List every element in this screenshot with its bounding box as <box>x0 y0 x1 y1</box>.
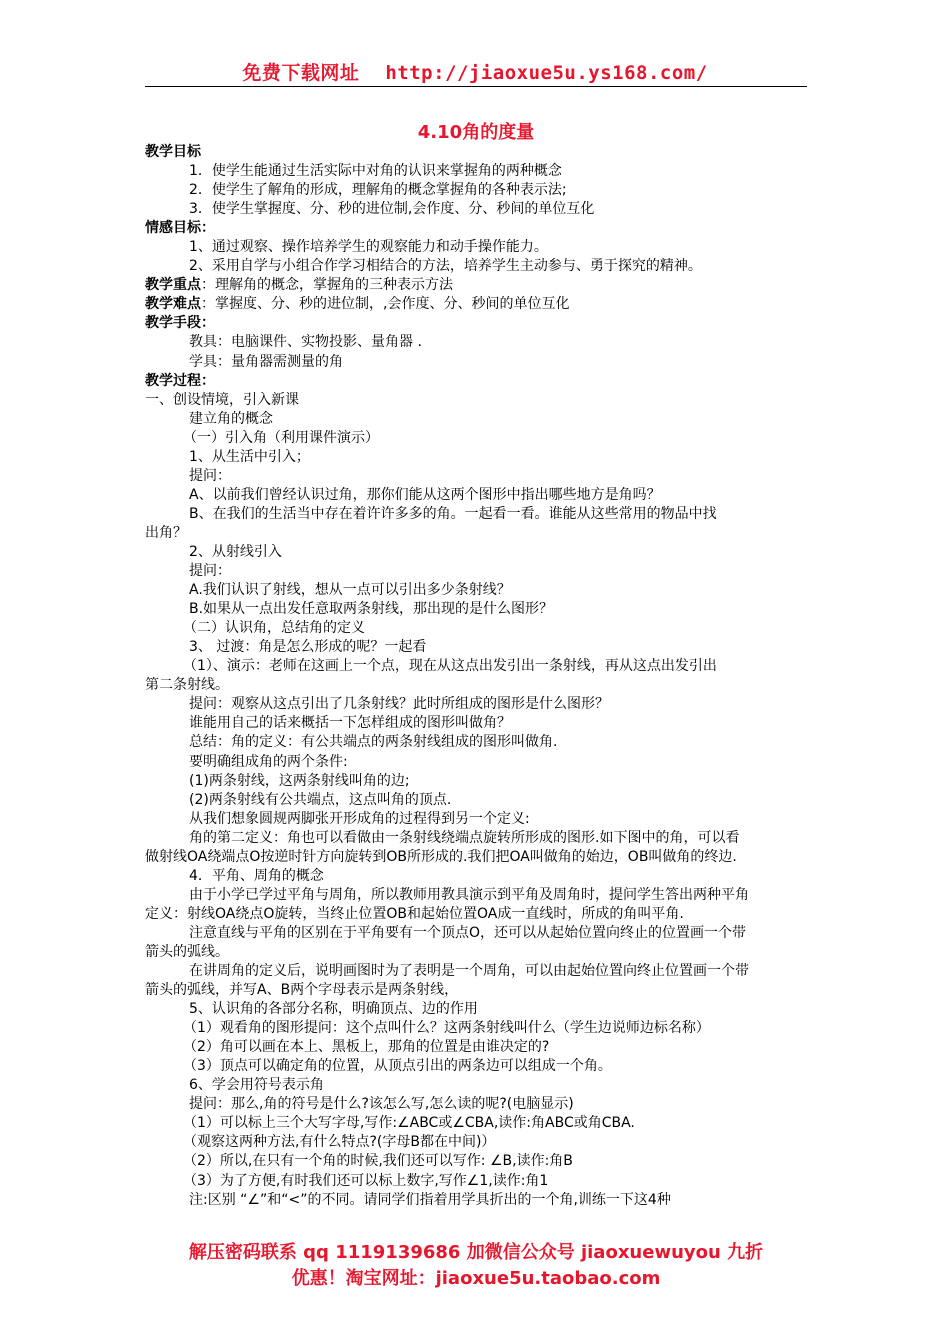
paragraph-line: 谁能用自己的话来概括一下怎样组成的图形叫做角？ <box>189 715 511 732</box>
paragraph-line: 箭头的弧线。 <box>145 943 229 960</box>
paragraph-line: （1）可以标上三个大写字母,写作:∠ABC或∠CBA,读作:角ABC或角CBA. <box>183 1115 635 1132</box>
footer-contact-line: 解压密码联系 qq 1119139686 加微信公众号 jiaoxuewuyou 九折 <box>188 1242 764 1263</box>
inline-text: ：掌握度、分、秒的进位制，,会作度、分、秒间的单位互化 <box>201 296 570 313</box>
paragraph-line: 总结：角的定义：有公共端点的两条射线组成的图形叫做角. <box>189 734 558 751</box>
paragraph-line: 6、学会用符号表示角 <box>189 1077 324 1094</box>
paragraph-line: 箭头的弧线，并写A、B两个字母表示是两条射线， <box>145 982 459 999</box>
paragraph-line: （3）为了方便,有时我们还可以标上数字,写作∠1,读作:角1 <box>183 1172 549 1189</box>
paragraph-line: （1）、演示：老师在这画上一个点，现在从这点出发引出一条射线，再从这点出发引出 <box>183 658 717 675</box>
paragraph-line: 学具：量角器需测量的角 <box>189 353 343 370</box>
paragraph-line: 2、采用自学与小组合作学习相结合的方法，培养学生主动参与、勇于探究的精神。 <box>189 258 702 275</box>
paragraph-line: （2）角可以画在本上、黑板上，那角的位置是由谁决定的? <box>183 1039 550 1056</box>
paragraph-line: 2．使学生了解角的形成，理解角的概念掌握角的各种表示法; <box>189 182 567 199</box>
paragraph-line: （一）引入角（利用课件演示） <box>183 429 379 446</box>
paragraph-line: （观察这两种方法,有什么特点?(字母B都在中间)） <box>183 1134 496 1151</box>
paragraph-line: 1、通过观察、操作培养学生的观察能力和动手操作能力。 <box>189 239 548 256</box>
inline-text: ：理解角的概念，掌握角的三种表示方法 <box>201 277 453 294</box>
paragraph-line: 2、从射线引入 <box>189 543 282 560</box>
paragraph-line: 提问：观察从这点引出了几条射线？此时所组成的图形是什么图形？ <box>189 696 609 713</box>
footer-banner <box>145 1240 807 1292</box>
paragraph-line: （3）顶点可以确定角的位置，从顶点引出的两条边可以组成一个角。 <box>183 1058 612 1075</box>
paragraph-line: A、以前我们曾经认识过角，那你们能从这两个图形中指出哪些地方是角吗？ <box>189 486 661 503</box>
paragraph-line: 要明确组成角的两个条件: <box>189 753 348 770</box>
paragraph-line: 3、 过渡：角是怎么形成的呢？一起看 <box>189 639 427 656</box>
paragraph-line: 3．使学生掌握度、分、秒的进位制,会作度、分、秒间的单位互化 <box>189 201 595 218</box>
header-banner <box>145 58 805 85</box>
inline-heading: 教学重点 <box>145 277 201 294</box>
document-title: 4.10角的度量 <box>417 122 535 143</box>
footer-shop-line: 优惠！淘宝网址：jiaoxue5u.taobao.com <box>291 1268 661 1289</box>
paragraph-line: 5、认识角的各部分名称，明确顶点、边的作用 <box>189 1001 478 1018</box>
section-heading: 情感目标： <box>145 220 215 237</box>
paragraph-line: 1、从生活中引入； <box>189 448 310 465</box>
document-body <box>145 143 825 1210</box>
header-url-link[interactable]: http://jiaoxue5u.ys168.com/ <box>385 62 708 84</box>
paragraph-line: 角的第二定义：角也可以看做由一条射线绕端点旋转所形成的图形.如下图中的角，可以看 <box>189 829 740 846</box>
paragraph-line: (1)两条射线，这两条射线叫角的边; <box>189 772 410 789</box>
paragraph-line: B.如果从一点出发任意取两条射线，那出现的是什么图形？ <box>189 601 554 618</box>
paragraph-line: 由于小学已学过平角与周角，所以教师用教具演示到平角及周角时，提问学生答出两种平角 <box>189 886 749 903</box>
paragraph-line: 第二条射线。 <box>145 677 229 694</box>
paragraph-line: 提问：那么,角的符号是什么?该怎么写,怎么读的呢?(电脑显示) <box>189 1096 574 1113</box>
section-heading: 教学目标 <box>145 144 201 160</box>
paragraph-line: 一、创设情境，引入新课 <box>145 391 299 408</box>
paragraph-line: 教具：电脑课件、实物投影、量角器 . <box>189 334 422 351</box>
paragraph-line: B、在我们的生活当中存在着许许多多的角。一起看一看。谁能从这些常用的物品中找 <box>189 505 717 522</box>
header-site-label: 免费下载网址 <box>242 62 360 84</box>
paragraph-line: 定义：射线OA绕点O旋转，当终止位置OB和起始位置OA成一直线时，所成的角叫平角. <box>145 905 684 922</box>
paragraph-line: 提问： <box>189 467 231 484</box>
paragraph-line: A.我们认识了射线，想从一点可以引出多少条射线？ <box>189 582 511 599</box>
paragraph-line: （2）所以,在只有一个角的时候,我们还可以写作: ∠B,读作:角B <box>183 1153 573 1170</box>
paragraph-line: (2)两条射线有公共端点，这点叫角的顶点. <box>189 791 452 808</box>
paragraph-line: 从我们想象圆规两脚张开形成角的过程得到另一个定义: <box>189 810 530 827</box>
paragraph-line: （1）观看角的图形提问：这个点叫什么？这两条射线叫什么（学生边说师边标名称） <box>183 1020 710 1037</box>
paragraph-line: 建立角的概念 <box>189 410 273 427</box>
section-heading: 教学手段： <box>145 315 215 332</box>
paragraph-line: （二）认识角，总结角的定义 <box>183 620 365 637</box>
paragraph-line: 4．平角、周角的概念 <box>189 867 324 884</box>
paragraph-line: 注:区别 “∠”和“<”的不同。请同学们指着用学具折出的一个角,训练一下这4种 <box>189 1191 671 1208</box>
paragraph-line: 注意直线与平角的区别在于平角要有一个顶点O，还可以从起始位置向终止的位置画一个带 <box>189 924 747 941</box>
header-divider <box>145 86 807 87</box>
paragraph-line <box>145 295 825 314</box>
section-heading: 教学过程： <box>145 372 215 389</box>
paragraph-line: 提问： <box>189 563 231 580</box>
paragraph-line: 做射线OA绕端点O按逆时针方向旋转到OB所形成的.我们把OA叫做角的始边，OB叫做角的终边. <box>145 848 737 865</box>
inline-heading: 教学难点 <box>145 296 201 313</box>
paragraph-line: 在讲周角的定义后，说明画图时为了表明是一个周角，可以由起始位置向终止位置画一个带 <box>189 963 749 980</box>
paragraph-line: 出角？ <box>145 524 187 541</box>
paragraph-line: 1．使学生能通过生活实际中对角的认识来掌握角的两种概念 <box>189 163 562 180</box>
paragraph-line <box>145 276 825 295</box>
